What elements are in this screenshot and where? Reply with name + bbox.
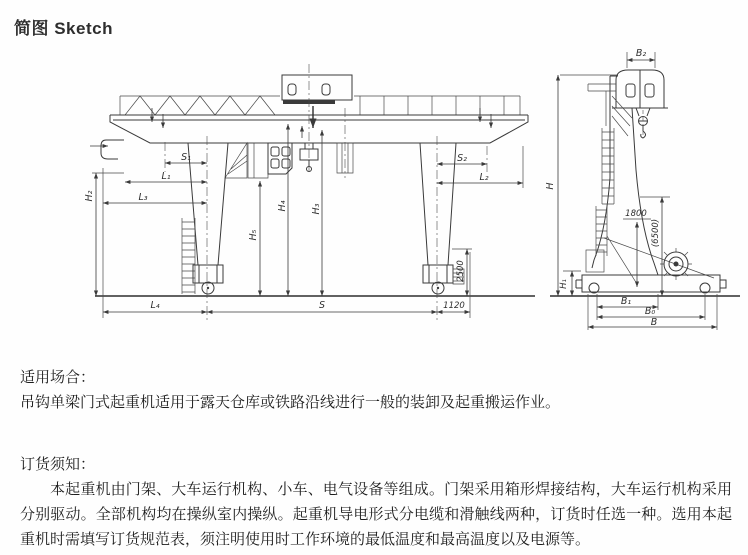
left-leg <box>188 143 228 283</box>
trolley-window-right <box>322 84 330 95</box>
dim-label-l2: L₂ <box>479 172 489 183</box>
front-view <box>84 64 535 320</box>
cabin-window-4 <box>282 159 290 168</box>
applicable-heading: 适用场合： <box>20 370 96 386</box>
dim-label-h2: H₂ <box>84 190 95 202</box>
equipment-box <box>248 143 268 178</box>
dim-label-b: B <box>650 317 658 328</box>
side-ladder-upper <box>602 128 614 204</box>
dim-label-b1: B₁ <box>620 296 632 307</box>
left-axle <box>207 287 209 289</box>
cabin-window-1 <box>271 147 279 156</box>
cabin-window-2 <box>282 147 290 156</box>
cabin-window-3 <box>271 159 279 168</box>
dim-label-l1: L₁ <box>161 171 171 182</box>
girder-outline <box>110 115 528 143</box>
side-trolley-window-left <box>626 84 635 97</box>
dim-label-h5: H₅ <box>248 229 259 241</box>
dim-label-h1: H₁ <box>559 279 569 289</box>
truss-zigzag <box>125 96 275 115</box>
right-axle <box>437 287 439 289</box>
side-trolley-body <box>612 70 668 108</box>
dim-label-h3: H₃ <box>311 203 322 215</box>
trolley-body <box>282 75 352 100</box>
dim-label-2500: 2500 <box>456 260 466 282</box>
dim-label-b2: B₂ <box>635 48 647 59</box>
dim-label-s1: S₁ <box>181 152 191 163</box>
trolley <box>282 75 352 104</box>
applicable-body: 吊钩单梁门式起重机适用于露天仓库或铁路沿线进行一般的装卸及起重搬运作业。 <box>20 395 561 411</box>
access-stairs <box>225 143 247 178</box>
side-platform-hatch <box>612 96 632 136</box>
dim-label-b0: B₀ <box>644 306 656 317</box>
dim-label-h4: H₄ <box>277 200 288 212</box>
section-applicable <box>20 368 732 416</box>
cabin-cluster <box>225 143 292 178</box>
ordering-body: 本起重机由门架、大车运行机构、小车、电气设备等组成。门架采用箱形焊接结构，大车运行机构采用分别驱动。全部机构均在操纵室内操纵。起重机导电形式分电缆和滑触线两种，订货时任选一种。选用本起重机时需填写订货规范表，须注明使用时工作环境的最低温度和最高温度以及电源等。 <box>20 482 732 548</box>
dim-label-s: S <box>318 300 326 311</box>
cable-bracket <box>101 140 124 159</box>
side-top-bracket <box>588 84 616 126</box>
gear-hub <box>674 262 679 267</box>
walkway-rails <box>120 96 520 115</box>
trolley-window-left <box>288 84 296 95</box>
walkway-posts <box>360 96 504 115</box>
dim-label-6500: (6500) <box>651 218 661 248</box>
dim-label-l3: L₃ <box>138 192 148 203</box>
section-ordering <box>20 455 732 553</box>
dim-label-1800: 1800 <box>625 209 647 219</box>
side-step-block <box>586 250 604 272</box>
side-trolley-window-right <box>645 84 654 97</box>
dim-label-s2: S₂ <box>457 153 467 164</box>
dim-label-l4: L₄ <box>150 300 160 311</box>
load-arrows <box>152 106 491 138</box>
side-view <box>545 48 740 330</box>
page-title: 简图 Sketch <box>14 19 113 38</box>
dim-label-h: H <box>545 182 556 190</box>
extension-lines-front <box>92 146 523 318</box>
dim-label-1120: 1120 <box>443 301 465 311</box>
ordering-heading: 订货须知： <box>20 457 96 473</box>
